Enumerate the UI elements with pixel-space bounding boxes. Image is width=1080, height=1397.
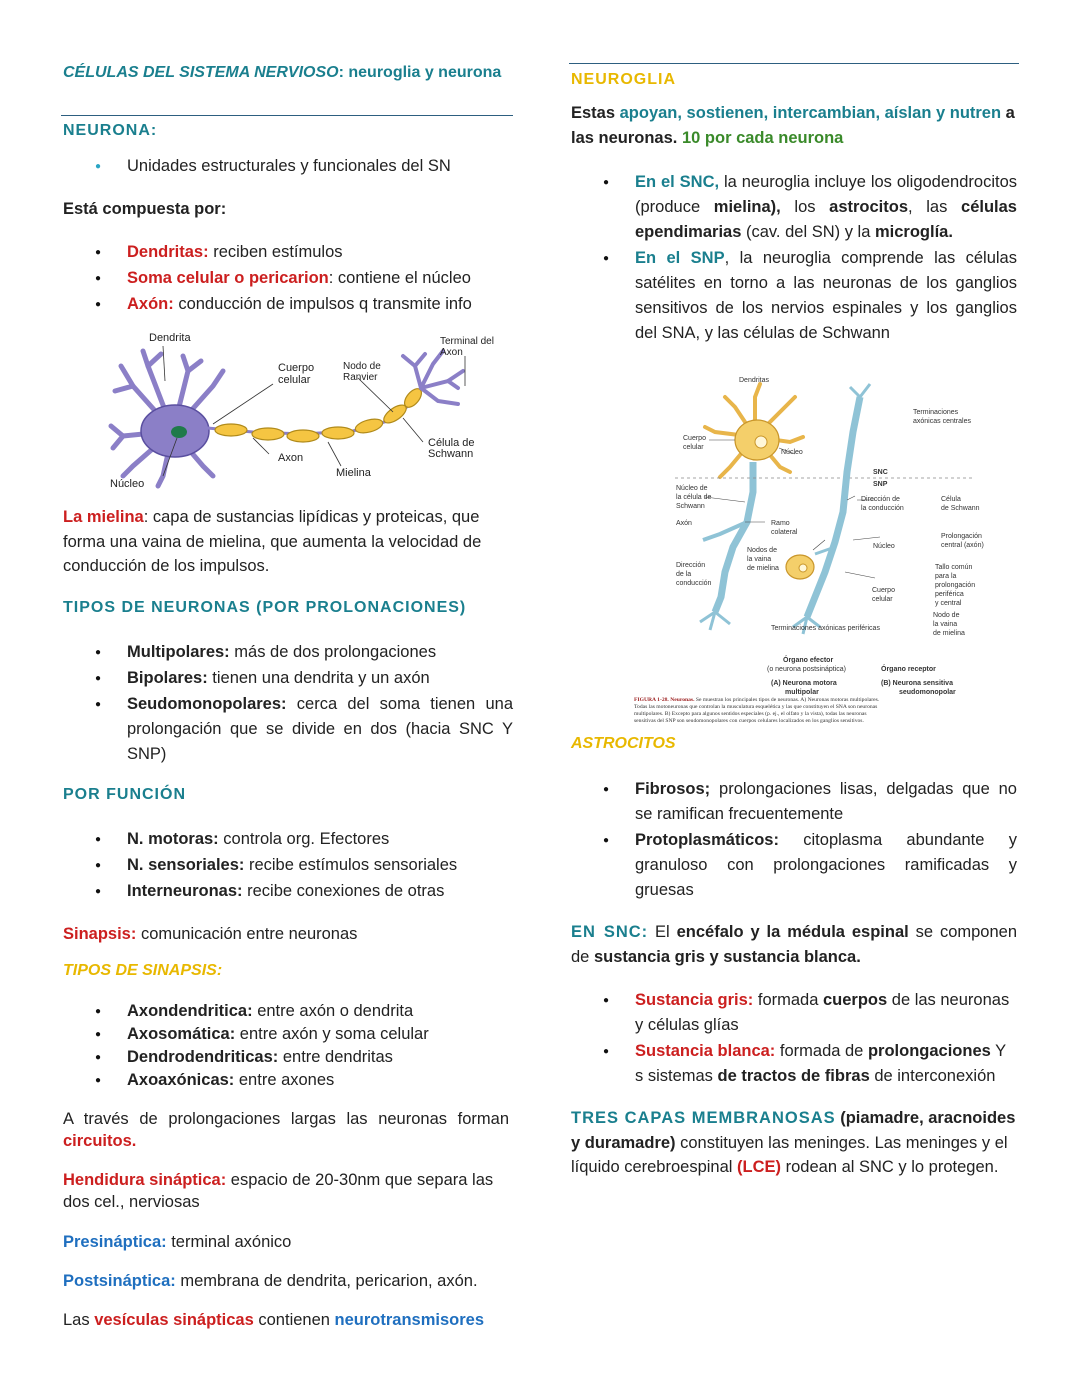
list-item: ● Interneuronas: recibe conexiones de otras [63, 879, 513, 904]
list-item: ● En el SNP, la neuroglia comprende las células satélites en torno a las neuronas de los ganglios sensitivos de los nervios espinales y los ganglios del SNA, y las células de Schwann [571, 246, 1017, 346]
nucleus-shape [171, 426, 187, 438]
mielina-paragraph: La mielina: capa de sustancias lipídicas y proteicas, que forma una vaina de mielina, que aumenta la velocidad de conducción de los impulsos. [63, 508, 482, 575]
label-terminal-2: Axon [440, 347, 463, 358]
fig-cuerpo-b2: celular [872, 596, 893, 603]
neurona-list [63, 154, 513, 179]
presinaptica-line: Presináptica: terminal axónico [63, 1233, 292, 1251]
fig-nodo-v3: de mielina [933, 630, 965, 637]
label-celula-2: Schwann [428, 448, 474, 460]
hendidura-paragraph: Hendidura sináptica: espacio de 20-30nm que separa las dos cel., nerviosas [63, 1171, 494, 1211]
vesiculas-line: Las vesículas sinápticas contienen neurotransmisores [63, 1311, 484, 1329]
page-title: CÉLULAS DEL SISTEMA NERVIOSO: neuroglia y neurona [63, 64, 502, 81]
label-nodo-2: Ranvier [343, 372, 378, 383]
circuitos-paragraph: A través de prolongaciones largas las neuronas forman circuitos. [63, 1110, 509, 1150]
funcion-heading: POR FUNCIÓN [63, 786, 186, 803]
neuron-types-figure [675, 372, 984, 734]
list-item: ● En el SNC, la neuroglia incluye los oligodendrocitos (produce mielina), los astrocitos, las células ependimarias (cav. del SN) y la microglía. [571, 170, 1017, 245]
list-item: ● Dendrodendriticas: entre dendritas [63, 1046, 513, 1069]
fig-celula-s2: de Schwann [941, 505, 980, 512]
sustancias-list [571, 988, 1017, 1089]
fig-dir-2: la conducción [861, 505, 904, 512]
list-item: ● Sustancia gris: formada cuerpos de las neuronas y células glías [571, 988, 1017, 1038]
astrocitos-heading: ASTROCITOS [571, 735, 676, 752]
fig-nodos-2: la vaina [747, 556, 772, 563]
postsinaptica-line: Postsináptica: membrana de dendrita, pericarion, axón. [63, 1272, 478, 1290]
list-item: ● Sustancia blanca: formada de prolongaciones Y s sistemas de tractos de fibras de interconexión [571, 1039, 1017, 1089]
list-item: ● Axoaxónicas: entre axones [63, 1069, 513, 1092]
fig-celula-s1: Célula [941, 496, 961, 503]
fig-a-1: (A) Neurona motora [771, 680, 837, 687]
fig-nucleo-s2: la célula de [676, 494, 712, 501]
fig-term-c2: axónicas centrales [913, 418, 971, 425]
label-nodo-1: Nodo de [343, 361, 381, 372]
fig-ramo-1: Ramo [771, 520, 790, 527]
fig-term-c1: Terminaciones [913, 409, 959, 416]
fig-dirl-1: Dirección [676, 562, 706, 569]
neuron-diagram [103, 326, 494, 496]
list-item: ● Protoplasmáticos: citoplasma abundante y granuloso con prolongaciones ramificadas y gruesas [571, 828, 1017, 903]
fig-dendritas: Dendritas [739, 377, 769, 384]
neuroglia-rule [569, 63, 1019, 64]
fig-b-2: seudomonopolar [899, 689, 956, 696]
fig-organo-r: Órgano receptor [881, 666, 936, 673]
fig-prol-1: Prolongación [941, 533, 982, 540]
en-snc-paragraph: EN SNC: El encéfalo y la médula espinal se componen de sustancia gris y sustancia blanca. [571, 923, 1017, 966]
fig-organo-e2: (o neurona postsináptica) [767, 666, 846, 673]
title-rule [61, 115, 513, 116]
list-item: ● Multipolares: más de dos prolongaciones [63, 640, 513, 665]
parts-list [63, 240, 513, 317]
fig-axon: Axón [676, 520, 692, 527]
label-celula-1: Célula de [428, 437, 475, 449]
fig-dirl-3: conducción [676, 580, 712, 587]
sinapsis-line: Sinapsis: comunicación entre neuronas [63, 925, 358, 943]
fig-b-1: (B) Neurona sensitiva [881, 680, 953, 687]
list-item: ● Dendritas: reciben estímulos [63, 240, 513, 265]
label-cuerpo-1: Cuerpo [278, 362, 315, 374]
fig-ramo-2: colateral [771, 529, 798, 536]
fig-a-2: multipolar [785, 689, 819, 696]
list-item: ● Axondendritica: entre axón o dendrita [63, 1000, 513, 1023]
label-axon: Axon [278, 452, 304, 464]
fig-nodo-v2: la vaina [933, 621, 958, 628]
fig-term-p: Terminaciones axónicas periféricas [771, 625, 880, 632]
fig-nucleo-s3: Schwann [676, 503, 705, 510]
sinapsis-list [63, 1000, 513, 1092]
list-item: ● Unidades estructurales y funcionales del SN [63, 154, 513, 179]
astrocitos-list [571, 777, 1017, 903]
neuroglia-list [571, 170, 1017, 346]
label-cuerpo-2: celular [278, 374, 311, 386]
list-item: ● Bipolares: tienen una dendrita y un axón [63, 666, 513, 691]
fig-snc: SNC [873, 469, 888, 476]
tipos-list [63, 640, 513, 767]
fig-dir-1: Dirección de [861, 496, 900, 503]
fig-cuerpo-2: celular [683, 444, 704, 451]
label-mielina: Mielina [336, 467, 371, 479]
fig-nucleo-s1: Núcleo de [676, 485, 708, 492]
list-item: ● N. motoras: controla org. Efectores [63, 827, 513, 852]
fig-organo-e1: Órgano efector [783, 657, 834, 664]
label-dendrita: Dendrita [149, 332, 191, 344]
meninges-paragraph: TRES CAPAS MEMBRANOSAS (piamadre, aracnoides y duramadre) constituyen las meninges. Las meninges y el líquido cerebroespinal (LCE) rodean al SNC y lo protegen. [571, 1109, 1016, 1176]
neurona-heading: NEURONA: [63, 122, 158, 139]
tipos-heading: TIPOS DE NEURONAS (POR PROLONACIONES) [63, 599, 467, 616]
fig-prol-2: central (axón) [941, 542, 984, 549]
compuesta-label: Está compuesta por: [63, 200, 227, 218]
fig-nucleo-2: Núcleo [873, 543, 895, 550]
figure-caption: FIGURA 1-28. Neuronas. Se muestran los principales tipos de neuronas. A) Neuronas motoras multipolares. Todas las motoneuronas que controlan la musculatura esquelética y las que constituyen el SNA son neuronas multipolares. B) Excepto para algunos sentidos especiales (p. ej., el olfato y la vista), todas las neuronas sensitivas del SNP son seudomonopolares con cuerpos celulares localizados en los ganglios sensitivos. [634, 697, 880, 724]
list-item: ● N. sensoriales: recibe estímulos sensoriales [63, 853, 513, 878]
list-item: ● Fibrosos; prolongaciones lisas, delgadas que no se ramifican frecuentemente [571, 777, 1017, 827]
fig-tallo-2: para la [935, 573, 957, 580]
fig-tallo-4: periférica [935, 591, 964, 598]
tipos-sinapsis-heading: TIPOS DE SINAPSIS: [63, 962, 223, 979]
neuroglia-heading: NEUROGLIA [571, 71, 676, 88]
fig-cuerpo-1: Cuerpo [683, 435, 706, 442]
fig-tallo-3: prolongación [935, 582, 976, 589]
list-item: ● Soma celular o pericarion: contiene el núcleo [63, 266, 513, 291]
fig-dirl-2: de la [676, 571, 692, 578]
label-nucleo: Núcleo [110, 478, 145, 490]
list-item: ● Seudomonopolares: cerca del soma tienen una prolongación que se divide en dos (hacia SNC Y SNP) [63, 692, 513, 767]
fig-nodos-3: de mielina [747, 565, 779, 572]
list-item: ● Axón: conducción de impulsos q transmite info [63, 292, 513, 317]
fig-tallo-5: y central [935, 600, 962, 607]
label-terminal-1: Terminal del [440, 336, 494, 347]
fig-nodos-1: Nodos de [747, 547, 777, 554]
fig-nodo-v1: Nodo de [933, 612, 960, 619]
fig-nucleo: Núcleo [781, 449, 803, 456]
neuroglia-intro: Estas apoyan, sostienen, intercambian, aíslan y nutren a las neuronas. 10 por cada neurona [571, 104, 1015, 147]
fig-snp: SNP [873, 481, 888, 488]
fig-cuerpo-b1: Cuerpo [872, 587, 895, 594]
fig-tallo-1: Tallo común [935, 564, 973, 571]
list-item: ● Axosomática: entre axón y soma celular [63, 1023, 513, 1046]
funcion-list [63, 827, 513, 904]
